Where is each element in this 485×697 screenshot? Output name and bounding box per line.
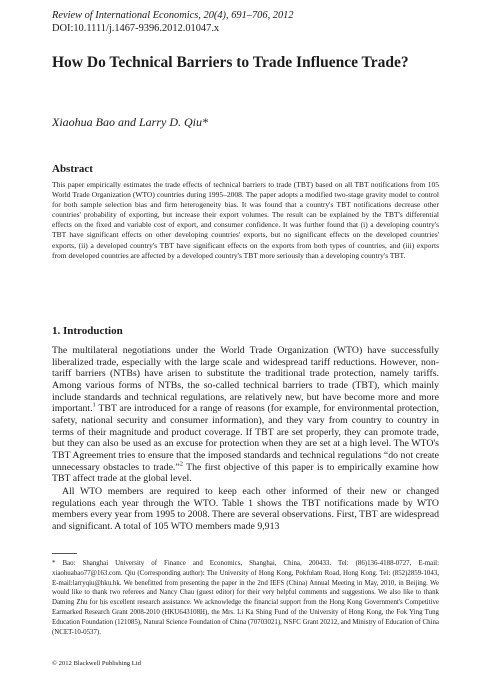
footnote-divider	[52, 553, 77, 554]
paper-page	[52, 0, 439, 697]
introduction-text-b: TBT are introduced for a range of reasons (for example, for environmental protection, safety, national security and consumer information), and they vary from country to country in terms of their magnitude and product coverage. If TBT are set properly, they can promote trade, but they can also be used as an excuse for protection when they are set at a high level. The WTO's TBT Agreement tries to ensure that the imposed standards and technical regulations “do not create unnecessary obstacles to trade.”	[52, 403, 439, 473]
paper-authors: Xiaohua Bao and Larry D. Qiu*	[52, 115, 208, 129]
author-footnote: * Bao: Shanghai University of Finance and Economics, Shanghai, China, 200433. Tel: (86)136-4188-0727, E-mail: xiaohuabao77@163.com. Qiu (Corresponding author): The University of Hong Kong, Pokfulam Road, Hong Kong. Tel: (852)2859-1043, E-mail:larryqiu@hku.hk. We benefitted from presenting the paper in the 2nd IEFS (China) Annual Meeting in May, 2010, in Beijing. We would like to thank two referees and Nancy Chau (guest editor) for their very helpful comments and suggestions. We also like to thank Daming Zhu for his excellent research assistance. We acknowledge the financial support from the Hong Kong Government's Competitive Earmarked Research Grant 2008-2010 (HKU643108H), the Mrs. Li Ka Shing Fund of the University of Hong Kong, the Fok Ying Tung Education Foundation (121085), Natural Science Foundation of China (70703021), NSFC Grant 20212, and Ministry of Education of China (NCET-10-0537).	[52, 560, 439, 636]
paper-title: How Do Technical Barriers to Trade Influence Trade?	[52, 54, 409, 71]
abstract-heading: Abstract	[52, 163, 93, 175]
doi-line: DOI:10.1111/j.1467-9396.2012.01047.x	[52, 23, 220, 34]
introduction-heading: 1. Introduction	[52, 325, 123, 337]
introduction-paragraph-1	[52, 345, 439, 485]
introduction-paragraph-2: All WTO members are required to keep each other informed of their new or changed regulations each year through the WTO. Table 1 shows the TBT notifications made by WTO members every year from 1995 to 2008. There are several observations. First, TBT are widespread and significant. A total of 105 WTO members made 9,913	[52, 486, 439, 532]
journal-citation: Review of International Economics, 20(4), 691–706, 2012	[52, 10, 294, 21]
copyright-notice: © 2012 Blackwell Publishing Ltd	[52, 660, 141, 667]
introduction-text-a: The multilateral negotiations under the World Trade Organization (WTO) have successfully liberalized trade, especially with the large scale and widespread tariff reductions. However, non-tariff barriers (NTBs) have arisen to substitute the traditional trade protection, namely tariffs. Among various forms of NTBs, the so-called technical barriers to trade (TBT), which mainly include standards and technical regulations, are relatively new, but have become more and more important.	[52, 345, 439, 415]
introduction-text-c: The first objective of this paper is to empirically examine how TBT affect trade at the global level.	[52, 461, 439, 485]
footnote-marker-2: 2	[179, 460, 183, 468]
abstract-body: This paper empirically estimates the trade effects of technical barriers to trade (TBT) based on all TBT notifications from 105 World Trade Organization (WTO) countries during 1995–2008. The paper adopts a modified two-stage gravity model to control for both sample selection bias and firm heterogeneity bias. It was found that a country's TBT notifications decrease other countries' probability of exporting, but increase their export volumes. The result can be explained by the TBT's differential effects on the fixed and variable cost of export, and consumer confidence. It was further found that (i) a developing country's TBT have significant effects on other developing countries' exports, but no significant effects on the developed countries' exports, (ii) a developed country's TBT have significant effects on the exports from both types of countries, and (iii) exports from developed countries are affected by a developed country's TBT more seriously than a developing country's TBT.	[52, 180, 439, 260]
footnote-marker-1: 1	[92, 402, 96, 410]
